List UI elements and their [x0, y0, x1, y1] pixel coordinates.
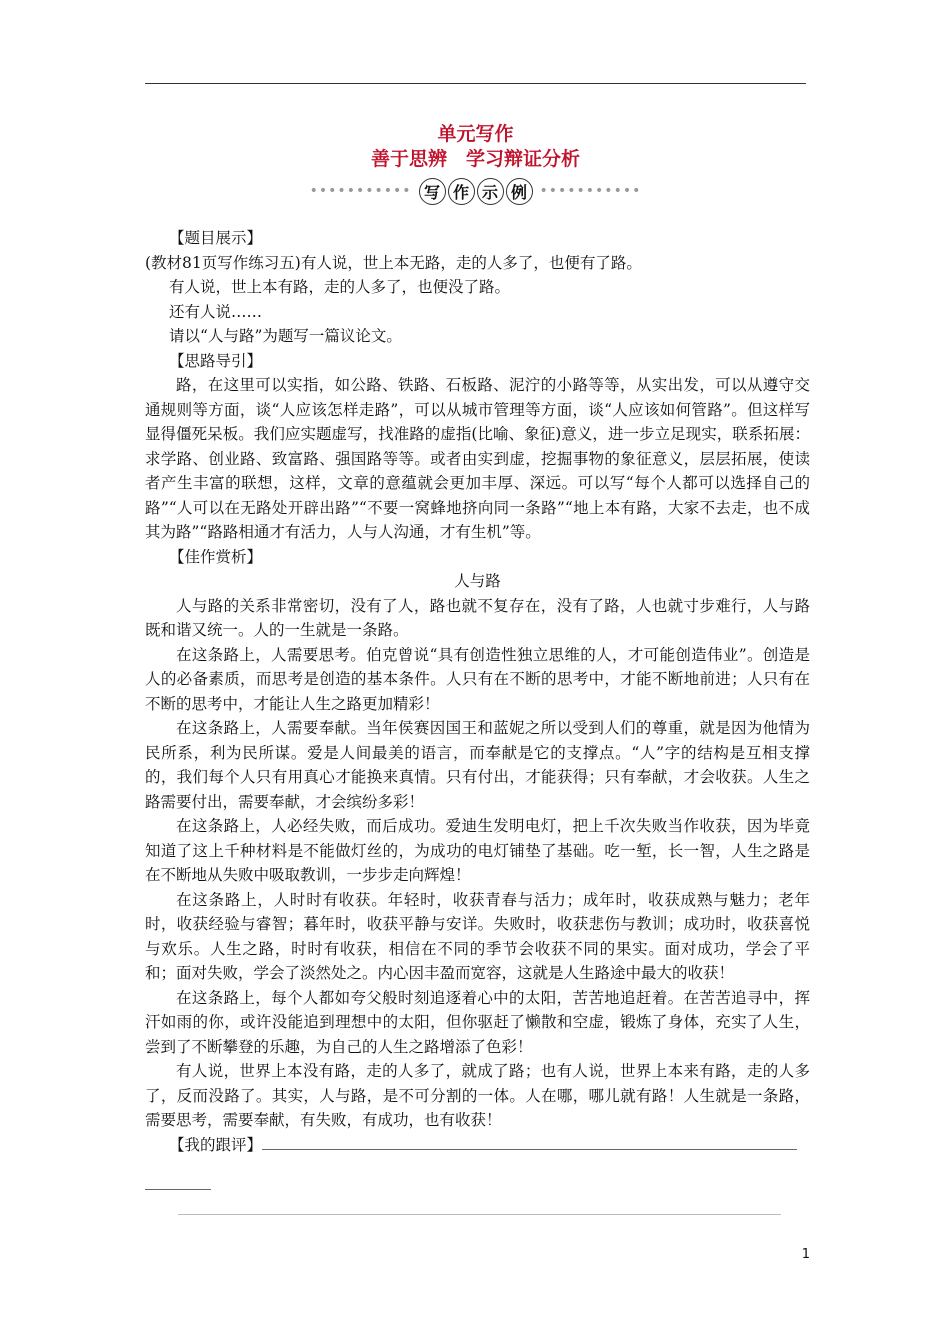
essay-paragraph: 在这条路上，人需要奉献。当年侯赛因国王和蓝妮之所以受到人们的尊重，就是因为他情为民所系，利为民所谋。爱是人间最美的语言，而奉献是它的支撑点。“人”字的结构是互相支撑的，我们每个人只有用真心才能换来真情。只有付出，才能获得；只有奉献，才会收获。人生之路需要付出，需要奉献，才会缤纷多彩！: [145, 719, 810, 811]
header-rule: [145, 83, 806, 84]
document-body: [145, 226, 810, 1157]
essay-title: 人与路: [454, 572, 501, 590]
page-subtitle: 善于思辨 学习辩证分析: [370, 148, 580, 170]
banner-dots-right: •••••••••••: [539, 183, 642, 199]
prompt-line: 有人说，世上本有路，走的人多了，也便没了路。: [169, 278, 511, 296]
prompt-line: 请以“人与路”为题写一篇议论文。: [169, 327, 402, 345]
banner-chars: [418, 178, 534, 205]
comment-write-line[interactable]: [262, 1134, 797, 1150]
guide-paragraph: 路，在这里可以实指，如公路、铁路、石板路、泥泞的小路等等，从实出发，可以从遵守交通规则等方面，谈“人应该怎样走路”，可以从城市管理等方面，谈“人应该如何管路”。但这样写显得僵死呆板。我们应实题虚写，找准路的虚指(比喻、象征)意义，进一步立足现实，联系拓展：求学路、创业路、致富路、强国路等等。或者由实到虚，挖掘事物的象征意义，层层拓展，使读者产生丰富的联想，这样，文章的意蕴就会更加丰厚、深远。可以写“每个人都可以选择自己的路”“人可以在无路处开辟出路”“不要一窝蜂地挤向同一条路”“地上本有路，大家不去走，也不成其为路”“路路相通才有活力，人与人沟通，才有生机”等。: [145, 376, 810, 541]
essay-paragraph: 在这条路上，人时时有收获。年轻时，收获青春与活力；成年时，收获成熟与魅力；老年时，收获经验与睿智；暮年时，收获平静与安详。失败时，收获悲伤与教训；成功时，收获喜悦与欢乐。人生之路，时时有收获，相信在不同的季节会收获不同的果实。面对成功，学会了平和；面对失败，学会了淡然处之。内心因丰盈而宽容，这就是人生路途中最大的收获！: [145, 890, 810, 982]
banner-char: 例: [506, 178, 533, 205]
comment-row: [145, 1133, 810, 1158]
banner-char: 作: [448, 178, 475, 205]
essay-paragraph: 有人说，世界上本没有路，走的人多了，就成了路；也有人说，世界上本来有路，走的人多了，反而没路了。其实，人与路，是不可分割的一体。人在哪，哪儿就有路！人生就是一条路，需要思考，需要奉献，有失败，有成功，也有收获！: [145, 1062, 810, 1129]
essay-heading: 【佳作赏析】: [169, 547, 263, 566]
banner-char: 写: [419, 178, 446, 205]
prompt-heading: 【题目展示】: [169, 229, 263, 247]
guide-heading: 【思路导引】: [169, 351, 263, 370]
essay-paragraph: 人与路的关系非常密切，没有了人，路也就不复存在，没有了路，人也就寸步难行，人与路既和谐又统一。人的一生就是一条路。: [145, 596, 810, 639]
essay-paragraph: 在这条路上，每个人都如夸父般时刻追逐着心中的太阳，苦苦地追赶着。在苦苦追寻中，挥汗如雨的你，或许没能追到理想中的太阳，但你驱赶了懒散和空虚，锻炼了身体，充实了人生，尝到了不断攀登的乐趣，为自己的人生之路增添了色彩！: [145, 988, 810, 1056]
essay-paragraph: 在这条路上，人需要思考。伯克曾说“具有创造性独立思维的人，才可能创造伟业”。创造是人的必备素质，而思考是创造的基本条件。人只有在不断的思考中，才能不断地前进；人只有在不断的思考中，才能让人生之路更加精彩！: [145, 645, 810, 713]
comment-heading: 【我的跟评】: [169, 1135, 263, 1154]
banner-char: 示: [477, 178, 504, 205]
section-banner: [145, 176, 806, 206]
title-block: [145, 122, 806, 172]
prompt-line: 还有人说……: [169, 302, 263, 321]
banner-dots-left: •••••••••••: [309, 183, 412, 199]
footer-rule: [178, 1214, 781, 1215]
prompt-line: (教材81页写作练习五)有人说，世上本无路，走的人多了，也便有了路。: [145, 253, 642, 272]
essay-paragraph: 在这条路上，人必经失败，而后成功。爱迪生发明电灯，把上千次失败当作收获，因为毕竟知道了这上千种材料是不能做灯丝的，为成功的电灯铺垫了基础。吃一堑，长一智，人生之路是在不断地从失败中吸取教训，一步步走向辉煌！: [145, 817, 810, 884]
page-title: 单元写作: [437, 123, 514, 145]
page-number: 1: [801, 1247, 810, 1262]
comment-write-line-end[interactable]: [145, 1189, 211, 1190]
